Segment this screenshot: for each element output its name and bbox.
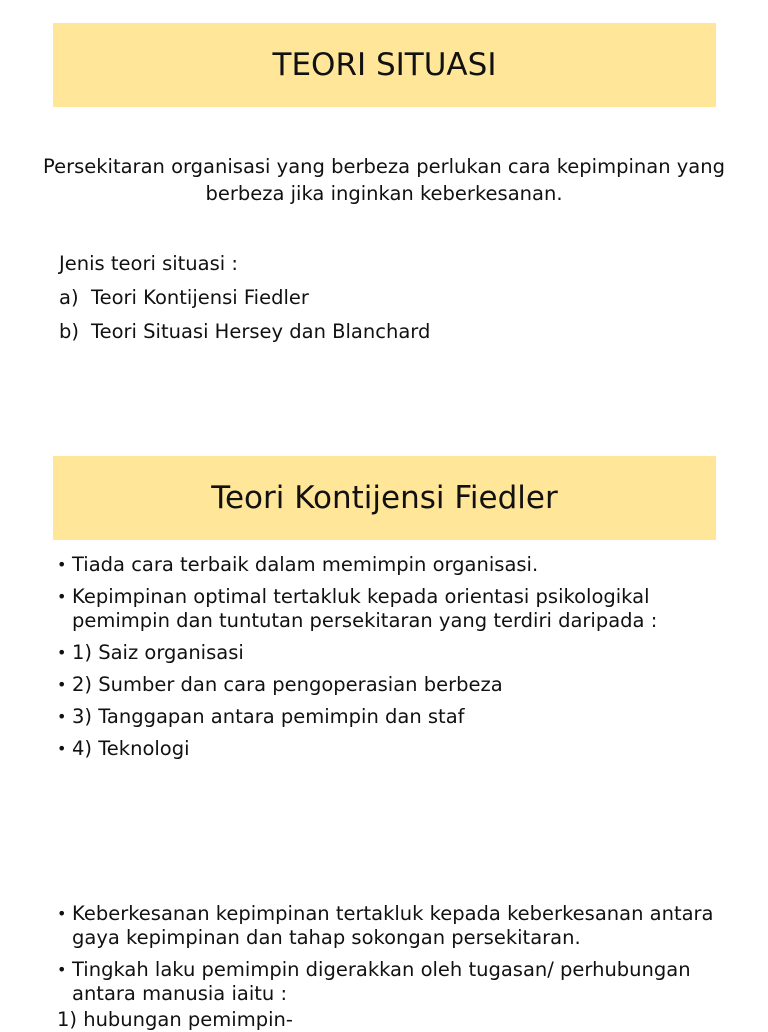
list-item-text: Tiada cara terbaik dalam memimpin organisasi. — [72, 553, 539, 576]
slide1-types-block — [59, 247, 430, 349]
list-item — [57, 958, 717, 1006]
bullet-icon: • — [57, 675, 67, 694]
list-item-text: 3) Tanggapan antara pemimpin dan staf — [72, 705, 465, 728]
bullet-icon: • — [57, 904, 67, 923]
list-item-text: 1) Saiz organisasi — [72, 641, 244, 664]
type-label: Teori Situasi Hersey dan Blanchard — [91, 320, 431, 343]
types-heading: Jenis teori situasi : — [59, 252, 238, 275]
list-item — [57, 705, 717, 729]
slide1-title: TEORI SITUASI — [272, 47, 497, 83]
bullet-icon: • — [57, 960, 67, 979]
list-item — [57, 737, 717, 761]
bullet-icon: • — [57, 555, 67, 574]
list-item — [57, 641, 717, 665]
bullet-icon: • — [57, 739, 67, 758]
list-item-text: Tingkah laku pemimpin digerakkan oleh tugasan/ perhubungan antara manusia iaitu : — [72, 958, 691, 1005]
list-item-text: 4) Teknologi — [72, 737, 190, 760]
type-item — [59, 315, 430, 349]
list-item — [57, 902, 717, 950]
slide1-title-band — [53, 23, 716, 107]
list-item-text: 2) Sumber dan cara pengoperasian berbeza — [72, 673, 503, 696]
slide2-bullet-list — [57, 553, 717, 769]
slide3-partial-line: 1) hubungan pemimpin- — [57, 1008, 293, 1031]
bullet-icon: • — [57, 643, 67, 662]
list-item — [57, 553, 717, 577]
slide3-bullet-list — [57, 902, 717, 1014]
slide1-intro: Persekitaran organisasi yang berbeza perlukan cara kepimpinan yang berbeza jika inginkan keberkesanan. — [43, 155, 725, 205]
list-item — [57, 673, 717, 697]
bullet-icon: • — [57, 707, 67, 726]
list-item-text: Kepimpinan optimal tertakluk kepada orientasi psikologikal pemimpin dan tuntutan persekitaran yang terdiri daripada : — [72, 585, 658, 632]
type-marker: a) — [59, 286, 79, 309]
list-item-text: Keberkesanan kepimpinan tertakluk kepada keberkesanan antara gaya kepimpinan dan tahap sokongan persekitaran. — [72, 902, 714, 949]
slide2-title: Teori Kontijensi Fiedler — [211, 480, 558, 516]
list-item — [57, 585, 717, 633]
type-label: Teori Kontijensi Fiedler — [91, 286, 309, 309]
slide2-title-band — [53, 456, 716, 540]
type-item — [59, 281, 430, 315]
type-marker: b) — [59, 320, 79, 343]
bullet-icon: • — [57, 587, 67, 606]
